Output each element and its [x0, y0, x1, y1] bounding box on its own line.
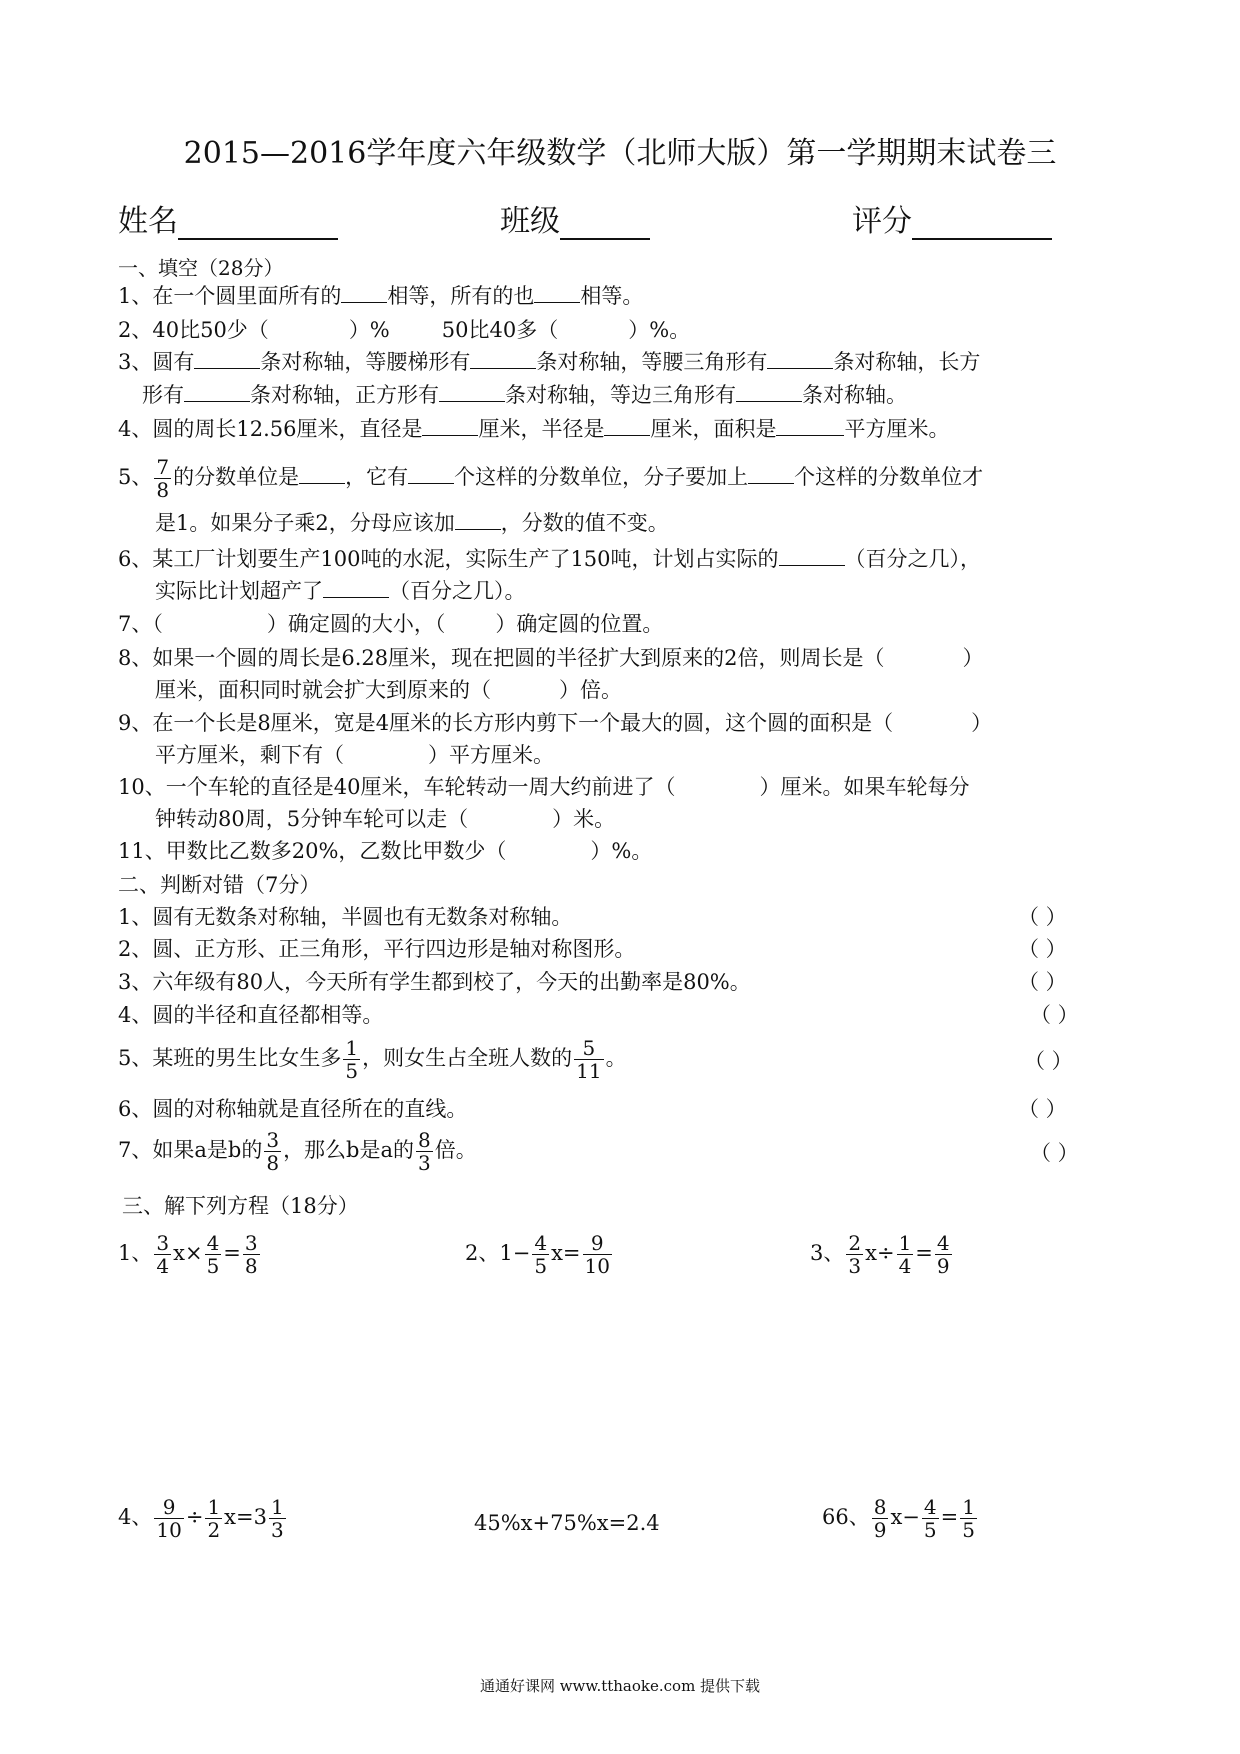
answer-blank[interactable]	[422, 415, 478, 436]
fraction: $\frac{3}{8}$	[266, 1128, 280, 1175]
judge-bracket[interactable]: （ ）	[1018, 937, 1067, 961]
equation-6: 66、 $\frac{8}{9}$ x− $\frac{4}{5}$ = $\frac{1}{5}$	[822, 1495, 975, 1542]
judge-bracket[interactable]: （ ）	[1018, 905, 1067, 929]
equation-1: 1、 $\frac{3}{4}$ x× $\frac{4}{5}$ = $\frac{3}{8}$	[118, 1231, 258, 1278]
answer-blank[interactable]	[408, 463, 454, 484]
question-1-11: 11、甲数比乙数多20%，乙数比甲数少（ ）%。	[118, 839, 653, 863]
judge-item-3: 3、六年级有80人，今天所有学生都到校了，今天的出勤率是80%。	[118, 970, 751, 994]
section-3-heading: 三、解下列方程（18分）	[122, 1194, 359, 1218]
equation-5: 45%x+75%x=2.4	[474, 1511, 660, 1535]
answer-blank[interactable]	[299, 463, 345, 484]
judge-item-2: 2、圆、正方形、正三角形，平行四边形是轴对称图形。	[118, 937, 636, 961]
judge-item-7: 7、如果a是b的 $\frac{3}{8}$ ，那么b是a的 $\frac{8}{3}$ 倍。	[118, 1128, 477, 1175]
judge-bracket[interactable]: （ ）	[1018, 1097, 1067, 1121]
score-field[interactable]	[852, 196, 1052, 240]
answer-blank[interactable]	[341, 282, 387, 303]
question-1-5: 5、 $\frac{7}{8}$ 的分数单位是 ，它有 个这样的分数单位，分子要加上 个这样的分数单位才	[118, 455, 984, 502]
class-label: 班级	[500, 204, 560, 239]
question-1-10: 10、一个车轮的直径是40厘米，车轮转动一周大约前进了（ ）厘米。如果车轮每分	[118, 775, 970, 799]
question-1-3-cont: 形有 条对称轴，正方形有 条对称轴，等边三角形有 条对称轴。	[142, 383, 907, 407]
judge-bracket[interactable]: （ ）	[1030, 1003, 1079, 1027]
answer-blank[interactable]	[779, 545, 845, 566]
answer-blank[interactable]	[604, 415, 650, 436]
footer: 通通好课网 www.tthaoke.com 提供下载	[479, 1677, 761, 1695]
judge-item-1: 1、圆有无数条对称轴，半圆也有无数条对称轴。	[118, 905, 573, 929]
judge-bracket[interactable]: （ ）	[1030, 1141, 1079, 1165]
name-blank[interactable]	[178, 208, 338, 240]
equation-2: 2、1− $\frac{4}{5}$ x= $\frac{9}{10}$	[465, 1231, 610, 1278]
question-1-1: 1、在一个圆里面所有的 相等，所有的也 相等。	[118, 284, 644, 308]
answer-blank[interactable]	[748, 463, 794, 484]
fraction: $\frac{8}{3}$	[418, 1128, 431, 1175]
fraction: $\frac{5}{11}$	[576, 1036, 602, 1083]
judge-bracket[interactable]: （ ）	[1024, 1049, 1073, 1073]
fraction: $\frac{1}{5}$	[345, 1036, 359, 1083]
score-label: 评分	[852, 204, 912, 239]
question-1-8: 8、如果一个圆的周长是6.28厘米，现在把圆的半径扩大到原来的2倍，则周长是（ ）	[118, 646, 984, 670]
question-1-5-cont: 是1。如果分子乘2，分母应该加 ，分数的值不变。	[155, 511, 669, 535]
equation-3: 3、 $\frac{2}{3}$ x÷ $\frac{1}{4}$ = $\frac{4}{9}$	[810, 1231, 950, 1278]
question-1-6-cont: 实际比计划超产了 （百分之几）。	[155, 579, 526, 603]
name-label: 姓名	[118, 204, 178, 239]
section-1-heading: 一、填空（28分）	[118, 256, 284, 280]
equation-4: 4、 $\frac{9}{10}$ ÷ $\frac{1}{2}$ x=3 $\frac{1}{3}$	[118, 1495, 284, 1542]
question-1-4: 4、圆的周长12.56厘米，直径是 厘米，半径是 厘米，面积是 平方厘米。	[118, 417, 950, 441]
answer-blank[interactable]	[534, 282, 580, 303]
answer-blank[interactable]	[184, 381, 250, 402]
question-1-7: 7、（ ）确定圆的大小，（ ）确定圆的位置。	[118, 612, 664, 636]
answer-blank[interactable]	[439, 381, 505, 402]
judge-item-4: 4、圆的半径和直径都相等。	[118, 1003, 384, 1027]
judge-item-5: 5、某班的男生比女生多 $\frac{1}{5}$ ，则女生占全班人数的 $\frac{5}{11}$ 。	[118, 1036, 627, 1083]
question-1-3: 3、圆有 条对称轴，等腰梯形有 条对称轴，等腰三角形有 条对称轴，长方	[118, 350, 981, 374]
question-1-10-cont: 钟转动80周，5分钟车轮可以走（ ）米。	[155, 807, 616, 831]
answer-blank[interactable]	[767, 348, 833, 369]
section-2-heading: 二、判断对错（7分）	[118, 873, 321, 897]
answer-blank[interactable]	[194, 348, 260, 369]
question-1-8-cont: 厘米，面积同时就会扩大到原来的（ ）倍。	[155, 678, 622, 702]
question-1-9-cont: 平方厘米，剩下有（ ）平方厘米。	[155, 743, 554, 767]
page-title: 2015—2016学年度六年级数学（北师大版）第一学期期末试卷三	[183, 136, 1057, 171]
judge-bracket[interactable]: （ ）	[1018, 970, 1067, 994]
answer-blank[interactable]	[470, 348, 536, 369]
fraction: $\frac{7}{8}$	[156, 455, 170, 502]
answer-blank[interactable]	[776, 415, 844, 436]
answer-blank[interactable]	[736, 381, 802, 402]
class-field[interactable]	[500, 196, 650, 240]
class-blank[interactable]	[560, 208, 650, 240]
question-1-2: 2、40比50少（ ）% 50比40多（ ）%。	[118, 318, 691, 342]
question-1-6: 6、某工厂计划要生产100吨的水泥，实际生产了150吨，计划占实际的 （百分之几），	[118, 547, 982, 571]
answer-blank[interactable]	[323, 577, 389, 598]
judge-item-6: 6、圆的对称轴就是直径所在的直线。	[118, 1097, 468, 1121]
answer-blank[interactable]	[455, 509, 501, 530]
score-blank[interactable]	[912, 208, 1052, 240]
name-field[interactable]	[118, 196, 338, 240]
question-1-9: 9、在一个长是8厘米，宽是4厘米的长方形内剪下一个最大的圆，这个圆的面积是（ ）	[118, 711, 993, 735]
